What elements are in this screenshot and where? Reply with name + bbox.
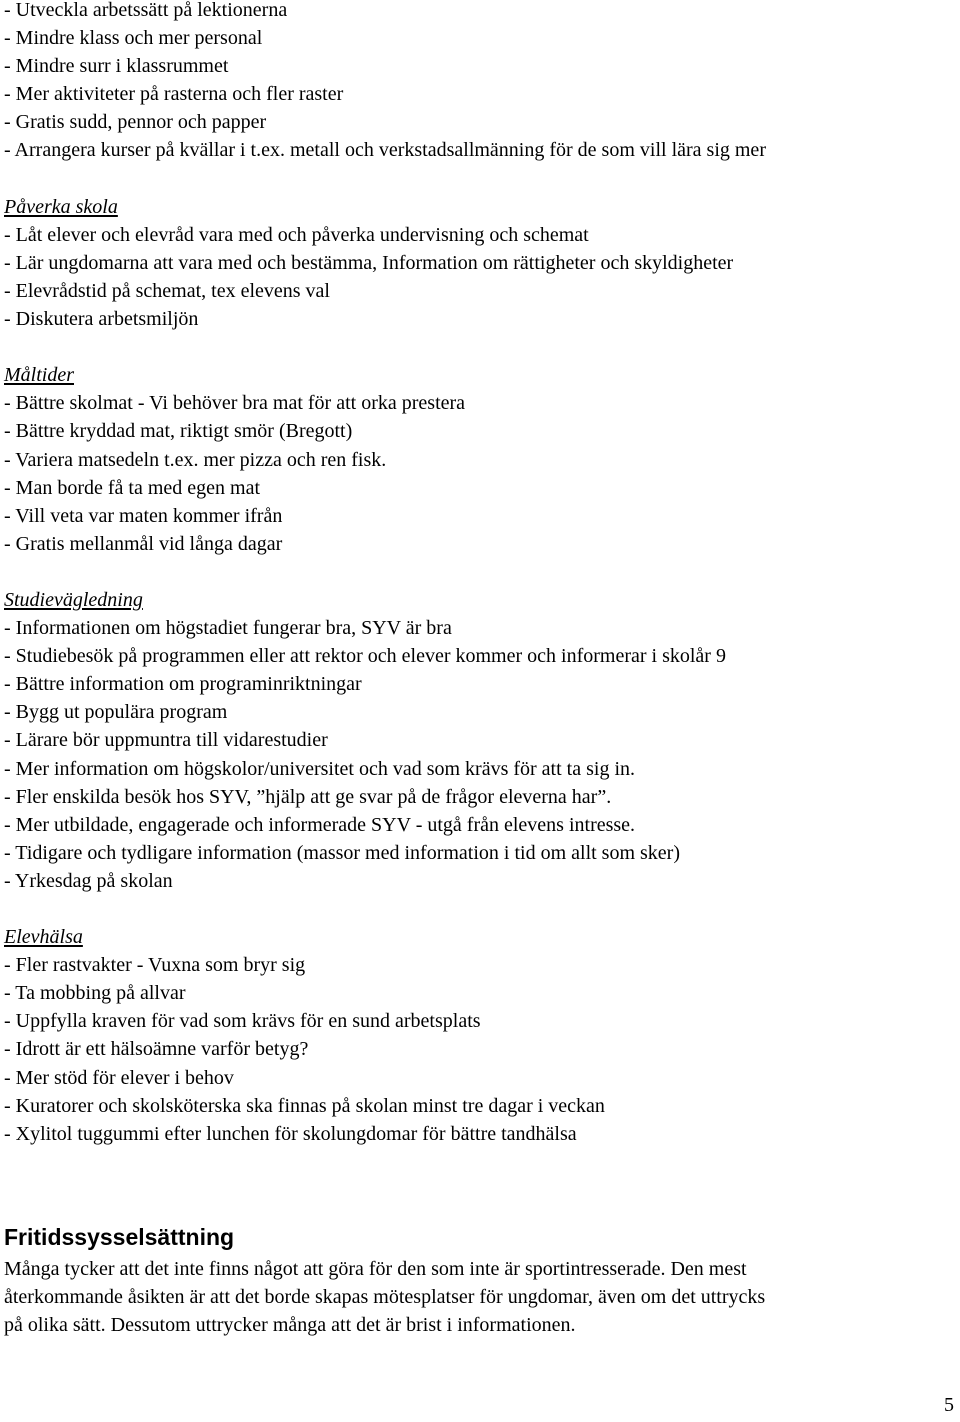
list-item: - Variera matsedeln t.ex. mer pizza och ren fisk. [4,448,387,471]
list-item: - Elevrådstid på schemat, tex elevens val [4,279,330,302]
list-item: - Lärare bör uppmuntra till vidarestudier [4,729,328,752]
list-item: - Studiebesök på programmen eller att rektor och elever kommer och informerar i skolår 9 [4,645,726,668]
list-item: - Mindre surr i klassrummet [4,55,229,78]
list-item: - Mer aktiviteter på rasterna och fler raster [4,83,344,106]
list-item: - Kuratorer och skolsköterska ska finnas på skolan minst tre dagar i veckan [4,1094,605,1117]
paragraph-line: på olika sätt. Dessutom uttrycker många att det är brist i informationen. [4,1314,576,1337]
list-item: - Man borde få ta med egen mat [4,476,261,499]
list-item: - Yrkesdag på skolan [4,869,173,892]
list-item: - Bättre information om programinriktningar [4,673,362,696]
spacer [4,558,954,586]
list-item: - Låt elever och elevråd vara med och påverka undervisning och schemat [4,223,589,246]
list-item: - Ta mobbing på allvar [4,982,186,1005]
list-item: - Xylitol tuggummi efter lunchen för skolungdomar för bättre tandhälsa [4,1122,577,1145]
section-heading: Studievägledning [4,588,143,611]
list-item: - Arrangera kurser på kvällar i t.ex. metall och verkstadsallmänning för de som vill lära sig mer [4,139,766,162]
list-item: - Vill veta var maten kommer ifrån [4,504,283,527]
section-fritidssysselsattning [4,1222,954,1339]
list-item: - Mer utbildade, engagerade och informerade SYV - utgå från elevens intresse. [4,813,636,836]
paragraph [4,1255,944,1339]
list-item: - Lär ungdomarna att vara med och bestämma, Information om rättigheter och skyldigheter [4,251,734,274]
section-heading: Elevhälsa [4,926,83,949]
paragraph-line: Många tycker att det inte finns något att göra för den som inte är sportintresserade. Den mest [4,1257,747,1280]
list-item: - Diskutera arbetsmiljön [4,308,199,331]
list-item: - Bygg ut populära program [4,701,228,724]
section-maltider [4,361,954,558]
section-heading: Måltider [4,364,74,387]
list-item: - Gratis sudd, pennor och papper [4,111,267,134]
intro-list [4,0,954,165]
section-heading: Fritidssysselsättning [4,1223,235,1250]
page-number: 5 [944,1394,954,1416]
list-item: - Fler enskilda besök hos SYV, ”hjälp att ge svar på de frågor eleverna har”. [4,785,612,808]
section-elevhalsa [4,923,954,1148]
list-item: - Bättre kryddad mat, riktigt smör (Bregott) [4,420,353,443]
spacer [4,895,954,923]
section-paverka-skola [4,193,954,333]
list-item: - Fler rastvakter - Vuxna som bryr sig [4,954,306,977]
list-item: - Uppfylla kraven för vad som krävs för en sund arbetsplats [4,1010,481,1033]
list-item: - Idrott är ett hälsoämne varför betyg? [4,1038,309,1061]
document-page [4,0,954,1339]
list-item: - Mindre klass och mer personal [4,27,263,50]
list-item: - Tidigare och tydligare information (massor med information i tid om allt som sker) [4,841,680,864]
list-item: - Mer stöd för elever i behov [4,1066,234,1089]
list-item: - Mer information om högskolor/universitet och vad som krävs för att ta sig in. [4,757,635,780]
spacer [4,165,954,193]
paragraph-line: återkommande åsikten är att det borde skapas mötesplatser för ungdomar, även om det uttrycks [4,1285,766,1308]
list-item: - Informationen om högstadiet fungerar bra, SYV är bra [4,617,452,640]
list-item: - Bättre skolmat - Vi behöver bra mat för att orka prestera [4,392,466,415]
spacer [4,333,954,361]
spacer [4,1148,954,1218]
list-item: - Utveckla arbetssätt på lektionerna [4,0,288,21]
list-item: - Gratis mellanmål vid långa dagar [4,532,283,555]
section-studievagledning [4,586,954,895]
section-heading: Påverka skola [4,195,118,218]
